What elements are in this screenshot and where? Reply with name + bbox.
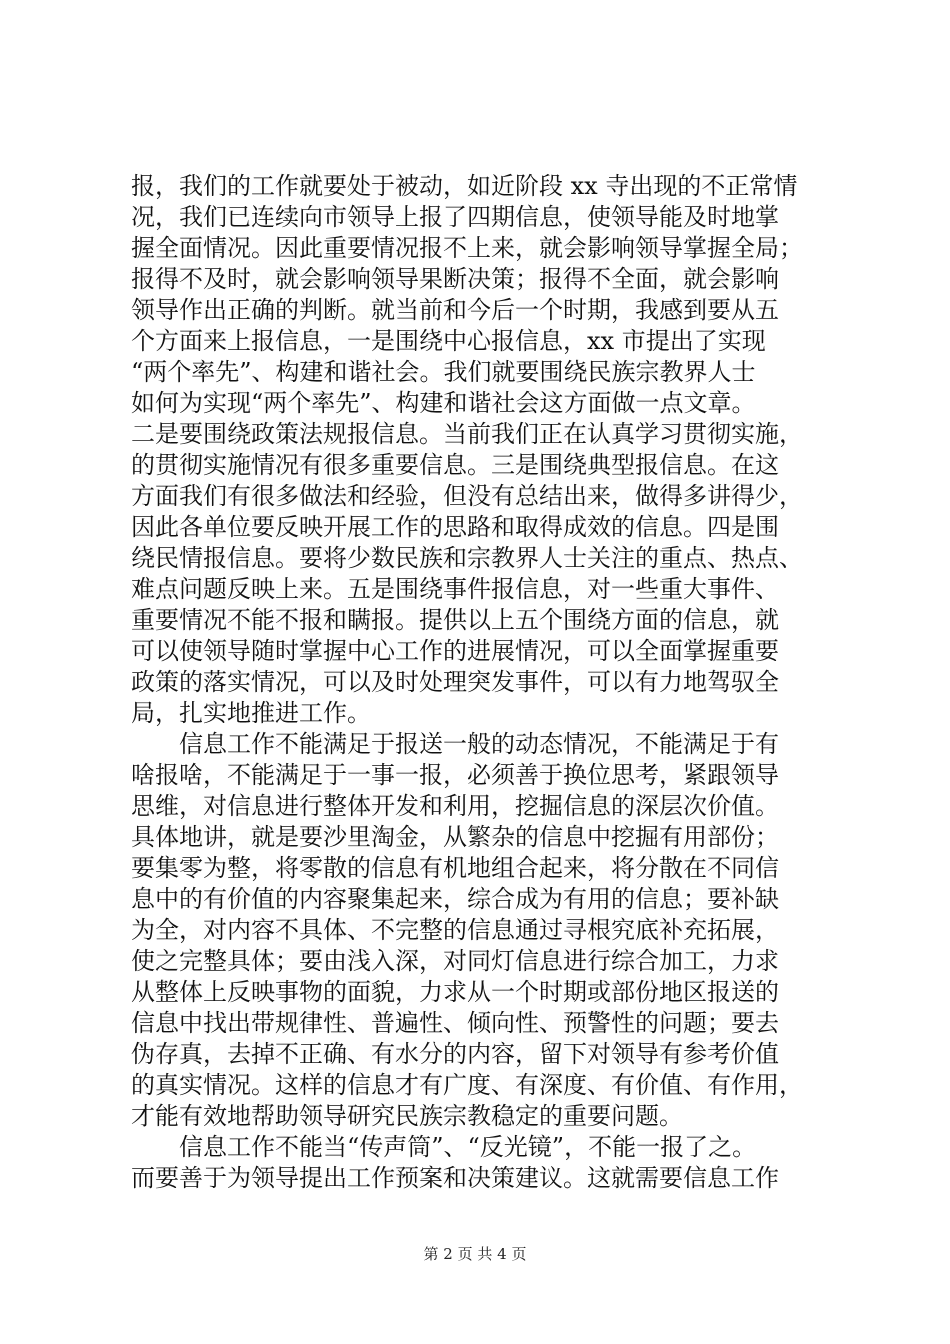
text-line: 报，我们的工作就要处于被动，如近阶段 xx 寺出现的不正常情 (131, 172, 798, 200)
text-line: 方面我们有很多做法和经验，但没有总结出来，做得多讲得少， (131, 482, 803, 510)
text-line: 因此各单位要反映开展工作的思路和取得成效的信息。四是围 (131, 513, 779, 541)
text-line: 绕民情报信息。要将少数民族和宗教界人士关注的重点、热点、 (131, 544, 803, 572)
text-line: 具体地讲，就是要沙里淘金，从繁杂的信息中挖掘有用部份； (131, 823, 779, 851)
text-line: 难点问题反映上来。五是围绕事件报信息，对一些重大事件、 (131, 575, 779, 603)
text-line: 如何为实现“两个率先”、构建和谐社会这方面做一点文章。 (131, 389, 756, 417)
text-line: 重要情况不能不报和瞒报。提供以上五个围绕方面的信息，就 (131, 606, 779, 634)
text-line: 信息中找出带规律性、普遍性、倾向性、预警性的问题；要去 (131, 1009, 779, 1037)
text-line: 使之完整具体；要由浅入深，对同灯信息进行综合加工，力求 (131, 947, 779, 975)
text-line: 个方面来上报信息，一是围绕中心报信息，xx 市提出了实现 (131, 327, 766, 355)
text-line: 的贯彻实施情况有很多重要信息。三是围绕典型报信息。在这 (131, 451, 779, 479)
text-line: 才能有效地帮助领导研究民族宗教稳定的重要问题。 (131, 1102, 683, 1130)
text-line: 局，扎实地推进工作。 (131, 699, 371, 727)
text-line: 信息工作不能满足于报送一般的动态情况，不能满足于有 (131, 730, 779, 758)
text-line: 从整体上反映事物的面貌，力求从一个时期或部份地区报送的 (131, 978, 779, 1006)
text-line: “两个率先”、构建和谐社会。我们就要围绕民族宗教界人士 (131, 358, 756, 386)
text-line: 握全面情况。因此重要情况报不上来，就会影响领导掌握全局； (131, 234, 803, 262)
text-line: 信息工作不能当“传声筒”、“反光镜”，不能一报了之。 (131, 1133, 757, 1161)
text-line: 要集零为整，将零散的信息有机地组合起来，将分散在不同信 (131, 854, 779, 882)
text-line: 息中的有价值的内容聚集起来，综合成为有用的信息；要补缺 (131, 885, 779, 913)
text-line: 啥报啥，不能满足于一事一报，必须善于换位思考，紧跟领导 (131, 761, 779, 789)
text-line: 伪存真，去掉不正确、有水分的内容，留下对领导有参考价值 (131, 1040, 779, 1068)
text-line: 思维，对信息进行整体开发和利用，挖掘信息的深层次价值。 (131, 792, 779, 820)
text-line: 而要善于为领导提出工作预案和决策建议。这就需要信息工作 (131, 1164, 779, 1192)
text-line: 领导作出正确的判断。就当前和今后一个时期，我感到要从五 (131, 296, 779, 324)
text-line: 况，我们已连续向市领导上报了四期信息，使领导能及时地掌 (131, 203, 779, 231)
text-line: 可以使领导随时掌握中心工作的进展情况，可以全面掌握重要 (131, 637, 779, 665)
body-text (131, 171, 831, 1194)
text-line: 为全，对内容不具体、不完整的信息通过寻根究底补充拓展， (131, 916, 779, 944)
text-line: 的真实情况。这样的信息才有广度、有深度、有价值、有作用， (131, 1071, 803, 1099)
text-line: 政策的落实情况，可以及时处理突发事件，可以有力地驾驭全 (131, 668, 779, 696)
text-line: 报得不及时，就会影响领导果断决策；报得不全面，就会影响 (131, 265, 779, 293)
page-footer: 第 2 页 共 4 页 (423, 1245, 527, 1263)
text-line: 二是要围绕政策法规报信息。当前我们正在认真学习贯彻实施， (131, 420, 803, 448)
